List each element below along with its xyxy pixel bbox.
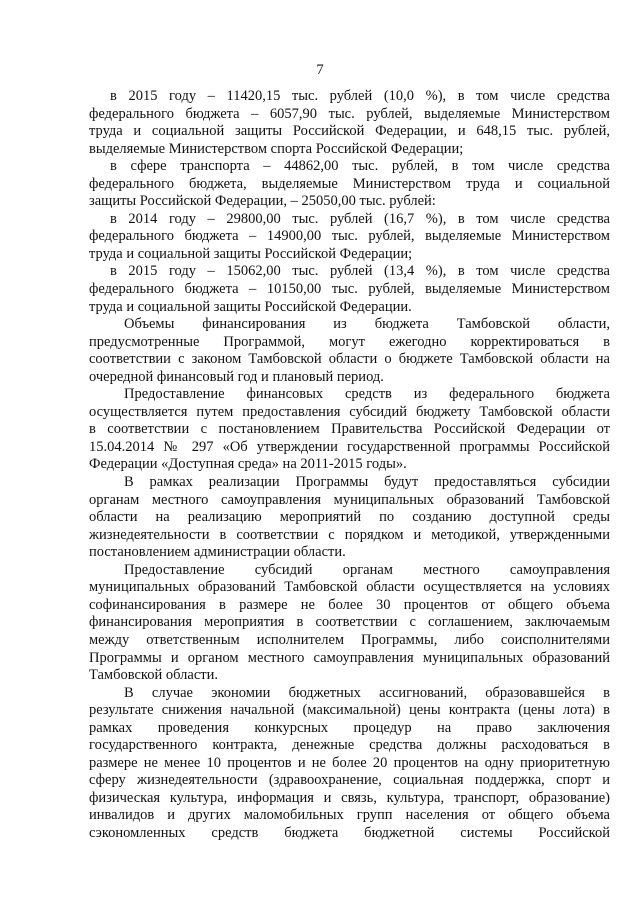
text-line: между ответственным исполнителем Программы, либо соисполнителями: [89, 631, 610, 648]
text-line: софинансирования в размере не более 30 процентов от общего объема: [89, 596, 610, 613]
text-line: федерального бюджета – 6057,90 тыс. рублей, выделяемые Министерством: [89, 105, 610, 122]
text-line: федерального бюджета, выделяемые Министерством труда и социальной: [89, 175, 610, 192]
text-line: Объемы финансирования из бюджета Тамбовской области,: [124, 316, 610, 333]
text-line: Предоставление финансовых средств из федерального бюджета: [124, 386, 610, 403]
text-line: Программы и органом местного самоуправления муниципальных образований: [89, 649, 610, 666]
text-line: соответствии с законом Тамбовской области о бюджете Тамбовской области на: [89, 351, 610, 368]
text-line: федерального бюджета – 14900,00 тыс. рублей, выделяемые Министерством: [89, 228, 610, 245]
text-line: труда и социальной защиты Российской Федерации.: [89, 298, 412, 315]
text-line: федерального бюджета – 10150,00 тыс. рублей, выделяемые Министерством: [89, 281, 610, 298]
text-line: рамках проведения конкурсных процедур на право заключения: [89, 719, 610, 736]
text-line: выделяемые Министерством спорта Российской Федерации;: [89, 140, 464, 157]
text-line: области на реализацию мероприятий по созданию доступной среды: [89, 509, 610, 526]
text-line: Предоставление субсидий органам местного самоуправления: [124, 561, 610, 578]
text-line: В случае экономии бюджетных ассигнований, образовавшейся в: [124, 684, 610, 701]
text-line: Тамбовской области.: [89, 667, 218, 684]
text-line: сферу жизнедеятельности (здравоохранение, социальная поддержка, спорт и: [89, 772, 610, 789]
text-line: физическая культура, информация и связь, культура, транспорт, образование): [89, 789, 610, 806]
text-line: государственного контракта, денежные средства должны расходоваться в: [89, 737, 610, 754]
text-line: труда и социальной защиты Российской Федерации, и 648,15 тыс. рублей,: [89, 123, 610, 140]
text-line: сэкономленных средств бюджета бюджетной системы Российской: [89, 824, 610, 841]
text-line: результате снижения начальной (максимальной) цены контракта (цены лота) в: [89, 702, 610, 719]
text-line: в сфере транспорта – 44862,00 тыс. рублей, в том числе средства: [110, 158, 610, 175]
text-line: финансирования мероприятия в соответствии с соглашением, заключаемым: [89, 614, 610, 631]
text-line: органам местного самоуправления муниципальных образований Тамбовской: [89, 491, 610, 508]
text-line: муниципальных образований Тамбовской области осуществляется на условиях: [89, 579, 610, 596]
text-line: очередной финансовый год и плановый период.: [89, 368, 384, 385]
text-line: защиты Российской Федерации, – 25050,00 тыс. рублей:: [89, 193, 436, 210]
text-line: постановлением администрации области.: [89, 544, 346, 561]
text-line: в соответствии с постановлением Правительства Российской Федерации от: [89, 421, 610, 438]
text-line: 15.04.2014 № 297 «Об утверждении государственной программы Российской: [89, 438, 610, 455]
text-line: размере не менее 10 процентов и не более 20 процентов на одну приоритетную: [89, 754, 610, 771]
page-number: 7: [316, 62, 324, 78]
text-line: инвалидов и других маломобильных групп населения от общего объема: [89, 807, 610, 824]
document-body: [89, 88, 610, 843]
text-line: в 2015 году – 15062,00 тыс. рублей (13,4 %), в том числе средства: [110, 263, 610, 280]
text-line: в 2014 году – 29800,00 тыс. рублей (16,7 %), в том числе средства: [110, 210, 610, 227]
text-line: Федерации «Доступная среда» на 2011-2015 годы».: [89, 456, 407, 473]
text-line: труда и социальной защиты Российской Федерации;: [89, 245, 413, 262]
text-line: В рамках реализации Программы будут предоставляться субсидии: [124, 474, 610, 491]
text-line: жизнедеятельности в соответствии с порядком и методикой, утвержденными: [89, 526, 610, 543]
text-line: в 2015 году – 11420,15 тыс. рублей (10,0 %), в том числе средства: [110, 88, 610, 104]
text-line: предусмотренные Программой, могут ежегодно корректироваться в: [89, 333, 610, 350]
text-line: осуществляется путем предоставления субсидий бюджету Тамбовской области: [89, 403, 610, 420]
